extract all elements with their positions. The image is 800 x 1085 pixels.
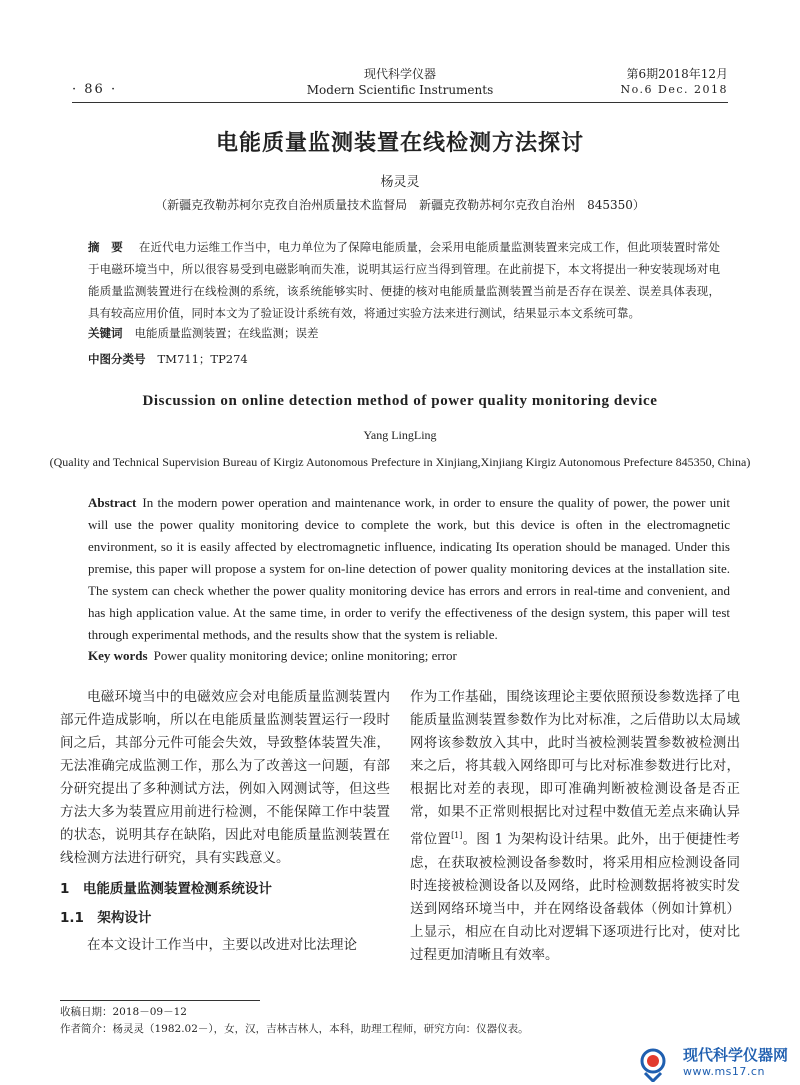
abstract-zh-text: 在近代电力运维工作当中，电力单位为了保障电能质量，会采用电能质量监测装置来完成工作，但此项装置时常处于电磁环境当中，所以很容易受到电磁影响而失准，说明其运行应当得到管理。在此前提下，本文将提出一种安装现场对电能质量监测装置进行在线检测的系统，该系统能够实时、便捷的核对电能质量监测装置当前是否存在误差、误差具体表现，具有较高应用价值，同时本文为了验证设计系统有效，将通过实验方法来进行测试，结果显示本文系统可靠。 xyxy=(88,240,720,320)
author-bio: 作者简介：杨灵灵（1982.02－），女，汉，吉林吉林人，本科，助理工程师，研究方向：仪器仪表。 xyxy=(60,1023,529,1035)
keywords-en-text: Power quality monitoring device; online monitoring; error xyxy=(153,648,457,663)
citation-ref[interactable]: [1] xyxy=(451,831,463,840)
body-paragraph: 在本文设计工作当中，主要以改进对比法理论 xyxy=(87,937,357,953)
abstract-en-text: In the modern power operation and maintenance work, in order to ensure the quality of power, the power unit will use the power quality monitoring device to complete the work, but this device is often in the electromagnetic environment, so it is easily affected by electromagnetic influence, indicating Its operation should be managed. Under this premise, this paper will propose a system for on-line detection of power quality monitoring devices at the installation site. The system can check whether the power quality monitoring device has errors and errors in real-time and convenient, and has high application value. At the same time, in order to verify the effectiveness of the design system, this paper will test through experimental methods, and the results show that the system is reliable. xyxy=(88,495,730,642)
author-en: Yang LingLing xyxy=(363,428,437,442)
footnote xyxy=(60,1004,529,1038)
section-heading-1: 1 电能质量监测装置检测系统设计 xyxy=(60,881,272,897)
affiliation-en: (Quality and Technical Supervision Bureau of Kirgiz Autonomous Prefecture in Xinjiang,Xinjiang Kirgiz Autonomous Prefecture 845350, China) xyxy=(49,455,751,469)
watermark-url[interactable]: www.ms17.cn xyxy=(682,1065,765,1078)
site-watermark xyxy=(683,1044,788,1078)
received-date: 收稿日期：2018－09－12 xyxy=(60,1006,187,1018)
abstract-en xyxy=(88,492,730,646)
abstract-zh-label: 摘 要 xyxy=(88,240,123,254)
article-title-en: Discussion on online detection method of power quality monitoring device xyxy=(142,393,658,409)
abstract-en-label: Abstract xyxy=(88,495,137,510)
body-right-column xyxy=(410,686,740,967)
body-text: 。图 1 为架构设计结果。此外，出于便捷性考虑，在获取被检测设备参数时，将采用相应检测设备同时连接被检测设备以及网络，此时检测数据将被实时发送到网络环境当中，并在网络设备载体（例如计算机）上显示，相应在自动比对逻辑下逐项进行比对，使对比过程更加清晰且有效率。 xyxy=(410,831,741,963)
footnote-rule xyxy=(60,1000,260,1001)
body-left-column xyxy=(60,686,390,957)
classification-code xyxy=(88,351,248,367)
body-text: 作为工作基础，围绕该理论主要依照预设参数选择了电能质量监测装置参数作为比对标准，之后借助以太局域网将该参数放入其中，此时当被检测装置参数被检测出来之后，将其载入网络即可与比对标准参数进行比对，根据比对差的表现，即可准确判断被检测设备是否正常，如果不正常则根据比对过程中数值无差点来确认异常位置 xyxy=(410,689,740,848)
keywords-zh-label: 关键词 xyxy=(88,326,123,340)
issue-zh: 第6期2018年12月 xyxy=(626,67,728,81)
section-heading-1-1: 1.1 架构设计 xyxy=(60,910,152,926)
clc-label: 中图分类号 xyxy=(88,352,146,366)
keywords-zh-text: 电能质量监测装置；在线监测；误差 xyxy=(134,326,319,340)
journal-name-en: Modern Scientific Instruments xyxy=(306,83,494,97)
keywords-zh xyxy=(88,325,319,341)
body-paragraph xyxy=(410,686,740,967)
abstract-zh xyxy=(88,236,720,324)
issue-info xyxy=(620,66,728,98)
page-number: · 86 · xyxy=(72,82,118,97)
article-title-zh: 电能质量监测装置在线检测方法探讨 xyxy=(215,130,584,156)
issue-en: No.6 Dec. 2018 xyxy=(620,83,728,96)
clc-text: TM711；TP274 xyxy=(157,352,248,366)
affiliation-zh: （新疆克孜勒苏柯尔克孜自治州质量技术监督局 新疆克孜勒苏柯尔克孜自治州 845350） xyxy=(155,198,645,212)
watermark-name: 现代科学仪器网 xyxy=(682,1046,788,1064)
journal-name-zh: 现代科学仪器 xyxy=(363,67,436,81)
body-paragraph: 电磁环境当中的电磁效应会对电能质量监测装置内部元件造成影响，所以在电能质量监测装置运行一段时间之后，其部分元件可能会失效，导致整体装置失准，无法准确完成监测工作，那么为了改善这一问题，有部分研究提出了多种测试方法，例如入网测试等，但这些方法大多为装置应用前进行检测，不能保障工作中装置的状态，说明其存在缺陷，因此对电能质量监测装置在线检测方法进行研究，具有实践意义。 xyxy=(60,689,390,866)
header-rule xyxy=(72,102,728,103)
keywords-en-label: Key words xyxy=(88,648,148,663)
magnifier-icon xyxy=(635,1046,671,1082)
author-zh: 杨灵灵 xyxy=(380,175,420,190)
keywords-en xyxy=(88,648,457,664)
